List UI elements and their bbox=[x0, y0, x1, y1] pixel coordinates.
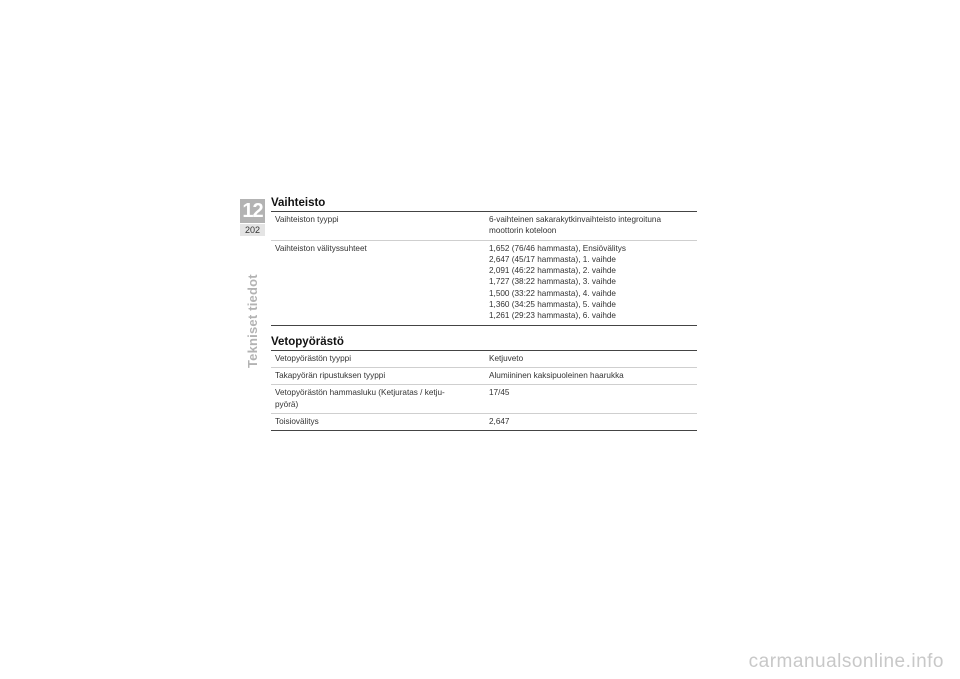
row-label bbox=[271, 350, 485, 367]
label-line: Takapyörän ripustuksen tyyppi bbox=[275, 370, 386, 380]
value-line: 6-vaihteinen sakarakytkinvaihteisto integroituna bbox=[489, 215, 662, 224]
value-line: 1,727 (38:22 hammasta), 3. vaihde bbox=[489, 277, 616, 287]
value-line: moottorin koteloon bbox=[489, 226, 557, 236]
content-area bbox=[271, 196, 697, 431]
table-row bbox=[271, 413, 697, 430]
label-line: Toisiovälitys bbox=[275, 416, 319, 426]
row-value bbox=[485, 212, 697, 241]
section-title-transmission: Vaihteisto bbox=[271, 197, 326, 209]
row-value: 2,647 bbox=[485, 413, 697, 430]
row-value: Alumiininen kaksipuoleinen haarukka bbox=[485, 367, 697, 384]
table-row bbox=[271, 350, 697, 367]
table-row bbox=[271, 385, 697, 414]
value-line: 1,360 (34:25 hammasta), 5. vaihde bbox=[489, 300, 616, 310]
transmission-table bbox=[271, 211, 697, 326]
value-line: 1,652 (76/46 hammasta), Ensiövälitys bbox=[489, 243, 626, 253]
watermark: carmanualsonline.info bbox=[748, 651, 944, 672]
value-line: 1,500 (33:22 hammasta), 4. vaihde bbox=[489, 288, 616, 298]
label-line: Vetopyörästön tyyppi bbox=[275, 353, 352, 363]
value-line: 2,091 (46:22 hammasta), 2. vaihde bbox=[489, 266, 616, 276]
chapter-number: 12 bbox=[240, 199, 265, 223]
row-value: 17/45 bbox=[485, 385, 697, 414]
table-row bbox=[271, 212, 697, 241]
row-label bbox=[271, 413, 485, 430]
row-label bbox=[271, 367, 485, 384]
chapter-side-label: Tekniset tiedot bbox=[245, 274, 260, 368]
page-number: 202 bbox=[240, 224, 265, 236]
section-title-drive: Vetopyörästö bbox=[271, 335, 344, 348]
label-line: pyörä) bbox=[275, 399, 299, 409]
section-gap bbox=[271, 326, 697, 335]
drive-table bbox=[271, 350, 697, 431]
value-line: 1,261 (29:23 hammasta), 6. vaihde bbox=[489, 311, 616, 321]
row-label bbox=[271, 385, 485, 414]
row-value bbox=[485, 240, 697, 325]
row-label: Vaihteiston tyyppi bbox=[271, 212, 485, 241]
label-line: Vetopyörästön hammasluku (Ketjuratas / ketju- bbox=[275, 388, 445, 398]
row-value: Ketjuveto bbox=[485, 350, 697, 367]
value-line: 2,647 (45/17 hammasta), 1. vaihde bbox=[489, 254, 616, 264]
chapter-marker bbox=[240, 199, 265, 236]
table-row bbox=[271, 367, 697, 384]
row-label: Vaihteiston välityssuhteet bbox=[271, 240, 485, 325]
table-row bbox=[271, 240, 697, 325]
